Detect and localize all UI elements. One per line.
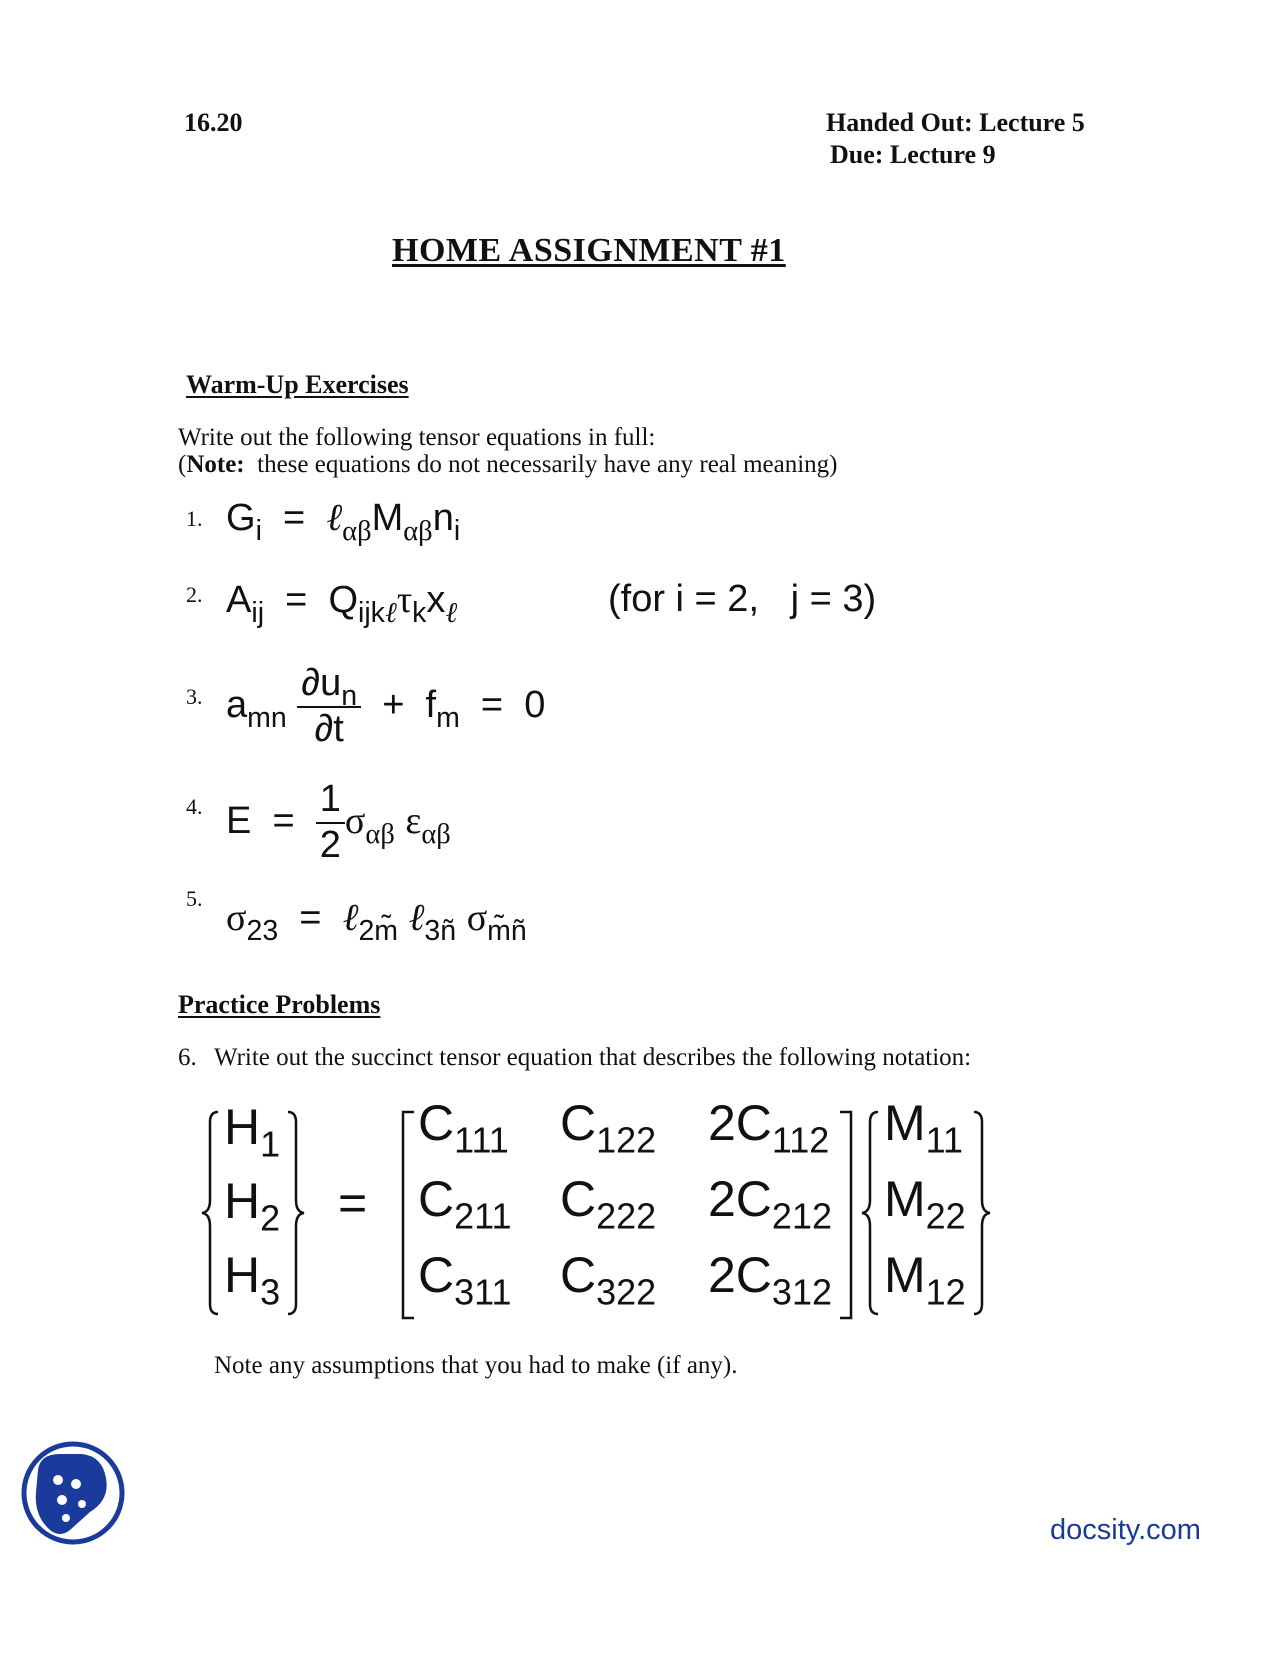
handed-out-label: Handed Out: Lecture 5 — [826, 108, 1085, 137]
problem-6-text: Write out the succinct tensor equation that describes the following notation: — [214, 1044, 972, 1071]
page-title: HOME ASSIGNMENT #1 — [392, 232, 786, 269]
matrix-cell: $C_{111}$ — [418, 1095, 509, 1161]
equals-sign: = — [338, 1175, 368, 1231]
matrix-cell: $C_{322}$ — [560, 1247, 657, 1313]
course-number: 16.20 — [184, 108, 243, 137]
right-brace-icon — [970, 1108, 994, 1318]
matrix-cell: $2C_{112}$ — [708, 1095, 830, 1161]
rhs-entry: $M_{11}$ — [884, 1095, 964, 1161]
matrix-cell: $2C_{312}$ — [708, 1247, 832, 1313]
item-number: 1. — [186, 506, 203, 531]
fraction: $\frac{\partial u_n}{\partial t}$ — [297, 664, 361, 750]
equation-4: E = $\frac{1}{2}$ $\sigma_{\alpha\beta}$ $\varepsilon_{\alpha\beta}$ — [226, 778, 451, 866]
rhs-entry: $M_{12}$ — [884, 1247, 966, 1313]
equation-3: $a_{mn}$ $\frac{\partial u_n}{\partial t}$ + $f_m = 0$ — [226, 662, 546, 750]
note-label: Note: — [186, 451, 245, 478]
equation-1: $G_i$ = $\ell_{\alpha\beta}M_{\alpha\beta}n_i$ — [226, 497, 461, 547]
equation-5: $\sigma_{23}$ = ℓ$_{2m̃}$ ℓ$_{3ñ}$ $\sigma_{m̃ñ}$ — [226, 897, 527, 947]
warmup-instruction: Write out the following tensor equations in full: — [178, 424, 656, 451]
docsity-brand-link[interactable]: docsity.com — [1050, 1514, 1201, 1546]
matrix-cell: $C_{211}$ — [418, 1171, 512, 1237]
left-brace-icon — [858, 1108, 882, 1318]
item-number: 5. — [186, 886, 203, 911]
warmup-heading: Warm-Up Exercises — [186, 370, 409, 399]
item-number: 2. — [186, 582, 203, 607]
matrix-cell: $C_{222}$ — [560, 1171, 657, 1237]
matrix-cell: $2C_{212}$ — [708, 1171, 832, 1237]
right-bracket-icon — [838, 1110, 854, 1320]
lhs-entry: $H_3$ — [224, 1247, 281, 1313]
problem-6-number: 6. — [178, 1044, 197, 1071]
equation-2-condition: (for i = 2, j = 3) — [608, 578, 877, 620]
fraction: $\frac{1}{2}$ — [316, 780, 345, 866]
matrix-cell: $C_{311}$ — [418, 1247, 512, 1313]
matrix-cell: $C_{122}$ — [560, 1095, 657, 1161]
left-bracket-icon — [400, 1110, 416, 1320]
rhs-entry: $M_{22}$ — [884, 1171, 966, 1237]
due-label: Due: Lecture 9 — [830, 140, 996, 169]
lhs-entry: $H_2$ — [224, 1173, 281, 1239]
practice-heading: Practice Problems — [178, 990, 381, 1019]
item-number: 4. — [186, 794, 203, 819]
assumptions-note: Note any assumptions that you had to make (if any). — [214, 1352, 738, 1379]
warmup-note: (Note: these equations do not necessarily have any real meaning) — [178, 451, 838, 478]
equation-2: $A_{ij} = Q_{ijk\ell}\tau_kx_\ell$ — [226, 579, 458, 629]
docsity-logo-icon — [20, 1440, 126, 1546]
left-brace-icon — [198, 1108, 222, 1318]
item-number: 3. — [186, 684, 203, 709]
right-brace-icon — [284, 1108, 308, 1318]
lhs-entry: $H_1$ — [224, 1099, 281, 1165]
